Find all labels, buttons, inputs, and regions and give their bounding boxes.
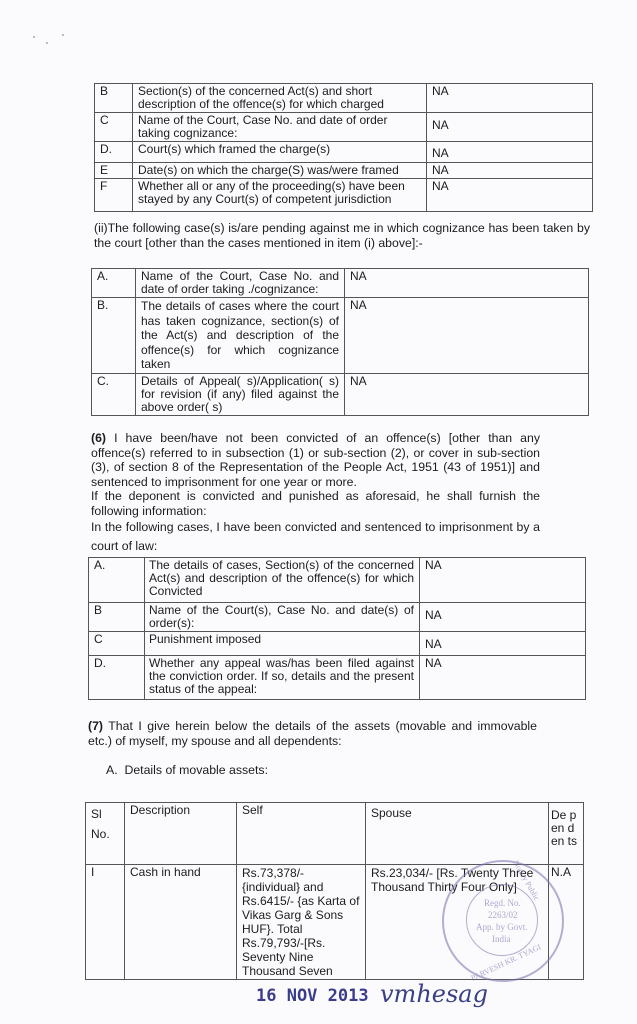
row-value: NA [420, 558, 586, 603]
row-value: NA [345, 298, 589, 374]
row-dependents: N.A [549, 865, 584, 980]
table-row [95, 142, 593, 163]
row-value: NA [427, 142, 593, 163]
row-description: Name of the Court, Case No. and date of order taking cognizance: [133, 113, 427, 142]
paragraph-convictions [91, 431, 540, 556]
row-letter: F [95, 179, 133, 212]
row-letter: C. [92, 374, 136, 416]
row-self: Rs.73,378/- {individual} and Rs.6415/- {as Karta of Vikas Garg & Sons HUF}. Total Rs.79,793/-[Rs. Seventy Nine Thousand Seven [237, 865, 366, 980]
row-description: Name of the Court, Case No. and date of order taking ./cognizance: [136, 269, 345, 298]
table-row [89, 558, 586, 603]
row-description: Court(s) which framed the charge(s) [133, 142, 427, 163]
seal-text-2: Regd. No. [484, 898, 521, 908]
clause-number: (7) [88, 719, 104, 733]
convictions-table [88, 557, 586, 700]
clause-text-3: In the following cases, I have been convicted and sentenced to imprisonment by a court of law: [91, 520, 540, 553]
row-letter: A. [92, 269, 136, 298]
row-value: NA [427, 113, 593, 142]
seal-text-4: App. by Govt. [476, 922, 528, 932]
header-spouse: Spouse [366, 803, 549, 865]
row-spouse: Rs.23,034/- [Rs. Twenty Three Thousand Thirty Four Only] [366, 865, 549, 980]
table-header-row [86, 803, 584, 865]
clause-text: That I give herein below the details of the assets (movable and immovable etc.) of myself, my spouse and all dependents: [88, 719, 537, 748]
table-row [95, 113, 593, 142]
row-description: Punishment imposed [145, 632, 420, 656]
signature: vmhesag [380, 980, 488, 1008]
row-description: Cash in hand [125, 865, 237, 980]
clause-text-2: If the deponent is convicted and punished as aforesaid, he shall furnish the following information: [91, 489, 540, 518]
row-letter: C [95, 113, 133, 142]
row-value: NA [427, 163, 593, 179]
clause-number: (6) [91, 431, 107, 445]
seal-inner-ring [466, 884, 538, 956]
row-description: Name of the Court(s), Case No. and date(s) of order(s): [145, 603, 420, 632]
table-row [92, 374, 589, 416]
pending-cases-table [91, 268, 589, 416]
seal-text-3: 2263/02 [488, 910, 518, 920]
header-description: Description [125, 803, 237, 865]
header-self: Self [237, 803, 366, 865]
row-description: Whether any appeal was/has been filed against the conviction order. If so, details and the present status of the appeal: [145, 656, 420, 700]
row-value: NA [345, 269, 589, 298]
seal-text-5: India [492, 934, 511, 944]
table-row [92, 269, 589, 298]
row-value: NA [345, 374, 589, 416]
row-letter: D. [89, 656, 145, 700]
table-row [95, 163, 593, 179]
row-description: Whether all or any of the proceeding(s) have been stayed by any Court(s) of competent jurisdiction [133, 179, 427, 212]
row-value: NA [420, 603, 586, 632]
row-letter: B [89, 603, 145, 632]
row-description: Details of Appeal( s)/Application( s) for revision (if any) filed against the above order( s) [136, 374, 345, 416]
subheading-movable-assets: A. Details of movable assets: [106, 763, 268, 777]
date-stamp: 16 NOV 2013 [256, 986, 369, 1006]
clause-text: I have been/have not been convicted of an offence(s) [other than any offence(s) referred to in subsection (1) or sub-section (2), or cover in sub-section (3), of section 8 of the Representation of the People Act, 1951 (43 of 1951)] and sentenced to imprisonment for one year or more. [91, 431, 540, 489]
table-row [95, 179, 593, 212]
row-letter: B. [92, 298, 136, 374]
header-dependents: De pen den ts [549, 803, 584, 865]
row-sl: I [86, 865, 125, 980]
row-description: Section(s) of the concerned Act(s) and short description of the offence(s) for which charged [133, 84, 427, 113]
row-letter: E [95, 163, 133, 179]
seal-text-6: PARVESH KR. TYAGI [469, 942, 543, 983]
row-value: NA [427, 84, 593, 113]
table-row [92, 298, 589, 374]
seal-text-1: Notary Public [511, 858, 542, 903]
row-description: Date(s) on which the charge(S) was/were framed [133, 163, 427, 179]
row-letter: C [89, 632, 145, 656]
table-row [89, 603, 586, 632]
row-description: The details of cases, Section(s) of the concerned Act(s) and description of the offence(s) for which Convicted [145, 558, 420, 603]
notary-seal [442, 860, 564, 982]
header-sl-no [86, 803, 125, 865]
paragraph-assets [88, 719, 537, 748]
header-sl: Sl [91, 807, 102, 821]
charges-table [94, 83, 593, 212]
table-row [95, 84, 593, 113]
table-row [89, 656, 586, 700]
header-no: No. [91, 827, 110, 841]
row-description: The details of cases where the court has taken cognizance, section(s) of the Act(s) and description of the offence(s) for which cognizance taken [136, 298, 345, 374]
row-value: NA [420, 656, 586, 700]
row-value: NA [420, 632, 586, 656]
row-letter: A. [89, 558, 145, 603]
table-row [89, 632, 586, 656]
row-letter: D. [95, 142, 133, 163]
row-value: NA [427, 179, 593, 212]
paragraph-pending-cases: (ii)The following case(s) is/are pending against me in which cognizance has been taken by the court [other than the cases mentioned in item (i) above]:- [94, 221, 590, 250]
row-letter: B [95, 84, 133, 113]
